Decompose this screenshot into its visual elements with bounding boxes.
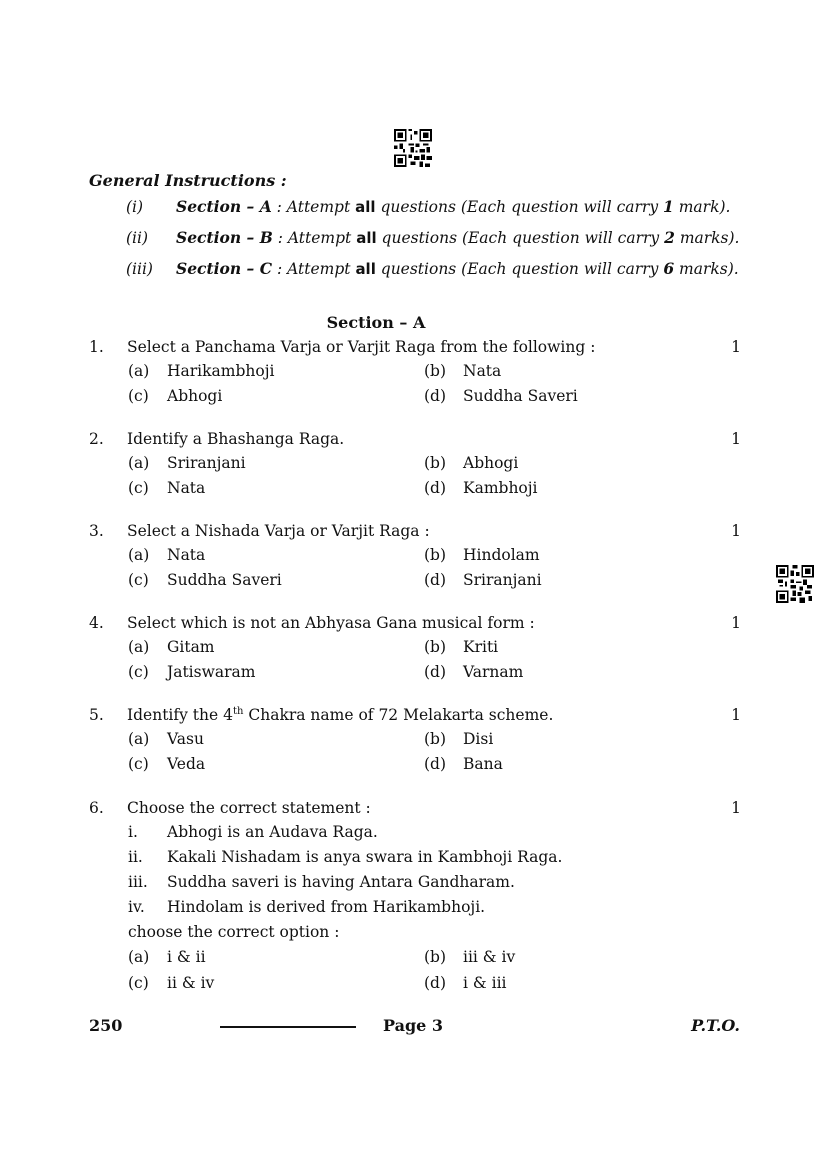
option-text: Vasu	[167, 730, 204, 748]
question-number: 6.	[89, 799, 104, 817]
option-text: Nata	[167, 478, 206, 497]
instruction-text: : Attempt	[272, 229, 357, 247]
question-number: 4.	[89, 614, 104, 632]
option-text: Suddha Saveri	[167, 570, 282, 589]
option-text: Sriranjani	[463, 570, 542, 589]
page-footer	[0, 1016, 827, 1040]
option-text: Nata	[167, 546, 206, 564]
footer-rule	[220, 1026, 356, 1028]
instruction-text: marks).	[674, 260, 739, 278]
instruction-section: Section – B	[176, 228, 273, 247]
statement-number: iv.	[128, 898, 145, 916]
statement-number: iii.	[128, 873, 148, 891]
option-text: Hindolam	[463, 546, 540, 564]
option-label: (d)	[424, 570, 447, 589]
question-mark: 1	[731, 614, 741, 632]
option-text: Suddha Saveri	[463, 386, 578, 405]
option-label: (b)	[424, 546, 447, 564]
option-label: (c)	[128, 974, 149, 992]
question-number: 1.	[89, 338, 104, 356]
option-text: Gitam	[167, 638, 215, 656]
question-text-part: Identify the 4	[127, 706, 233, 725]
option-label: (b)	[424, 948, 447, 966]
question-2	[89, 430, 741, 503]
option-text: Veda	[167, 754, 206, 773]
statement-text: Suddha saveri is having Antara Gandharam.	[167, 873, 515, 891]
option-text: Abhogi	[167, 386, 223, 405]
option-label: (c)	[128, 754, 149, 773]
question-mark: 1	[731, 799, 741, 817]
option-label: (c)	[128, 570, 149, 589]
instruction-all: all	[355, 198, 376, 216]
question-3	[89, 522, 741, 595]
question-1	[89, 338, 741, 411]
option-text: Kambhoji	[463, 478, 538, 497]
instruction-number: (ii)	[126, 229, 149, 247]
instruction-marks: 1	[663, 197, 674, 216]
option-label: (d)	[424, 386, 447, 405]
question-number: 3.	[89, 522, 104, 540]
option-label: (c)	[128, 478, 149, 497]
instruction-all: all	[356, 229, 377, 247]
instruction-row	[126, 197, 730, 216]
option-text: Sriranjani	[167, 454, 246, 472]
option-label: (d)	[424, 478, 447, 497]
option-label: (c)	[128, 662, 149, 681]
question-mark: 1	[731, 338, 741, 356]
option-text: i & ii	[167, 948, 206, 966]
instruction-marks: 6	[663, 259, 675, 278]
question-number: 5.	[89, 706, 104, 724]
option-label: (a)	[128, 546, 150, 564]
option-label: (d)	[424, 974, 447, 992]
question-text: Select a Panchama Varja or Varjit Raga from the following :	[127, 338, 596, 356]
paper-code: 250	[89, 1016, 123, 1035]
option-text: i & iii	[463, 974, 507, 992]
option-label: (c)	[128, 386, 149, 405]
option-label: (d)	[424, 662, 447, 681]
option-text: Jatiswaram	[167, 662, 256, 681]
statement-number: i.	[128, 823, 138, 841]
statement-text: Hindolam is derived from Harikambhoji.	[167, 898, 486, 916]
option-text: Disi	[463, 730, 494, 748]
question-mark: 1	[731, 706, 741, 724]
instruction-text: questions (Each question will carry	[375, 198, 664, 216]
option-text: Kriti	[463, 638, 499, 656]
question-6	[89, 799, 741, 999]
option-text: iii & iv	[463, 948, 516, 966]
pto-label: P.T.O.	[691, 1016, 740, 1035]
option-text: Abhogi	[463, 454, 519, 472]
qr-code-top	[394, 129, 432, 167]
instruction-text: questions (Each question will carry	[375, 260, 664, 278]
instruction-all: all	[355, 260, 376, 278]
option-label: (b)	[424, 730, 447, 748]
option-text: Harikambhoji	[167, 362, 275, 380]
option-text: ii & iv	[167, 974, 215, 992]
question-mark: 1	[731, 430, 741, 448]
choose-option-prompt: choose the correct option :	[128, 923, 340, 941]
instruction-number: (i)	[126, 198, 144, 216]
question-text: Select a Nishada Varja or Varjit Raga :	[127, 522, 430, 540]
option-text: Bana	[463, 754, 503, 773]
instruction-text: : Attempt	[272, 260, 356, 278]
general-instructions-title: General Instructions :	[89, 171, 287, 190]
instruction-marks: 2	[664, 228, 675, 247]
instruction-section: Section – A	[176, 197, 272, 216]
question-5	[89, 706, 741, 779]
instruction-text: marks).	[674, 229, 740, 247]
question-number: 2.	[89, 430, 104, 448]
option-text: Nata	[463, 362, 502, 380]
qr-code-side	[776, 565, 814, 603]
question-text: Choose the correct statement :	[127, 799, 371, 817]
option-label: (a)	[128, 638, 150, 656]
page-number: Page 3	[383, 1016, 444, 1035]
instruction-row	[126, 228, 740, 247]
question-text	[127, 706, 553, 724]
instruction-row	[126, 259, 739, 278]
question-text: Select which is not an Abhyasa Gana musical form :	[127, 614, 535, 632]
option-label: (a)	[128, 454, 150, 472]
instruction-text: questions (Each question will carry	[376, 229, 665, 247]
option-label: (b)	[424, 454, 447, 472]
option-label: (b)	[424, 362, 447, 380]
option-label: (b)	[424, 638, 447, 656]
instruction-text: mark).	[673, 198, 731, 216]
instruction-number: (iii)	[126, 260, 153, 278]
option-label: (a)	[128, 948, 150, 966]
instruction-section: Section – C	[176, 259, 273, 278]
statement-text: Kakali Nishadam is anya swara in Kambhoji Raga.	[167, 848, 563, 866]
option-label: (a)	[128, 362, 150, 380]
question-mark: 1	[731, 522, 741, 540]
question-text-part: Chakra name of 72 Melakarta scheme.	[243, 706, 554, 725]
option-label: (a)	[128, 730, 150, 748]
question-text: Identify a Bhashanga Raga.	[127, 430, 345, 448]
statement-number: ii.	[128, 848, 143, 866]
statement-text: Abhogi is an Audava Raga.	[167, 823, 378, 841]
section-title: Section – A	[326, 313, 426, 332]
ordinal-superscript: th	[232, 706, 244, 717]
instruction-text: : Attempt	[271, 198, 356, 216]
option-text: Varnam	[463, 662, 524, 681]
question-4	[89, 614, 741, 687]
option-label: (d)	[424, 754, 447, 773]
